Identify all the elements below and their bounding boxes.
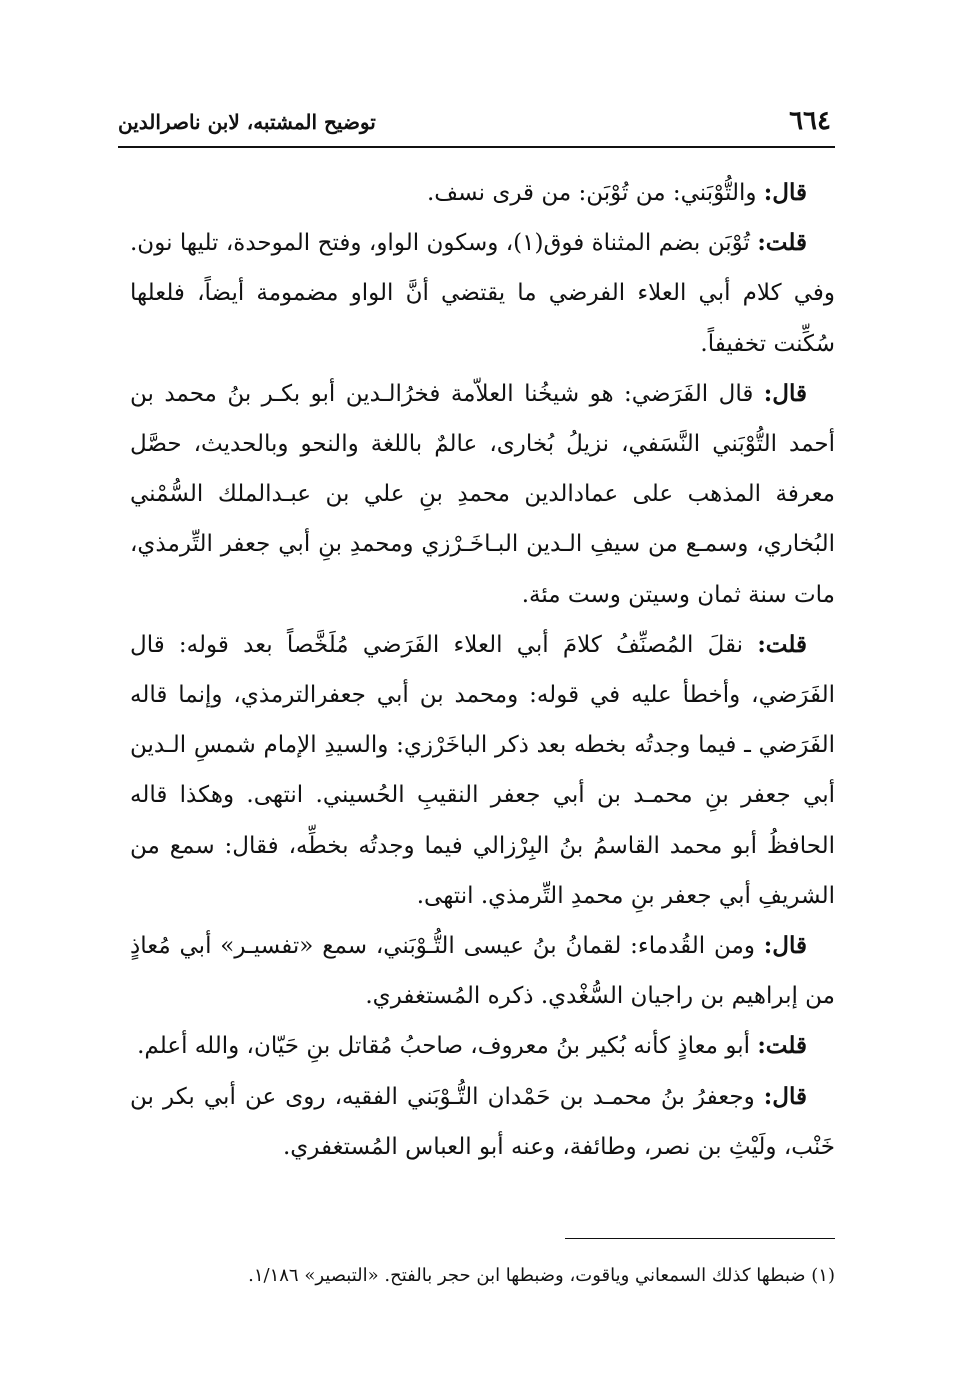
paragraph-text: والتُّوْبَني: من تُوْبَن: من قرى نسف. — [427, 180, 764, 206]
paragraph-lead: قال: — [763, 1082, 807, 1110]
paragraph-lead: قال: — [763, 932, 807, 960]
paragraph-text: تُوْبَن بضم المثناة فوق(١)، وسكون الواو، وفتح الموحدة، تليها نون. وفي كلام أبي العلاء الفرضي ما يقتضي أنَّ الواو مضمومة أيضاً، فلعلها سُكِّنت تخفيفاً. — [130, 230, 835, 357]
footnote: (١) ضبطها كذلك السمعاني وياقوت، وضبطها ابن حجر بالفتح. «التبصير» ١/١٨٦. — [248, 1265, 835, 1286]
paragraph — [130, 168, 835, 218]
running-title: توضيح المشتبه، لابن ناصرالدين — [118, 110, 376, 134]
paragraph — [130, 620, 835, 921]
header-rule — [118, 146, 835, 148]
paragraph-lead: قلت: — [757, 630, 807, 658]
paragraph-lead: قلت: — [757, 1032, 807, 1060]
page-number: ٦٦٤ — [789, 106, 831, 136]
paragraph-text: ومن القُدماء: لقمانُ بنُ عيسى التُّـوْبَني، سمع «تفسيـر» أبي مُعاذٍ من إبراهيم بن راجيان السُّغْدي. ذكره المُستغفري. — [130, 933, 835, 1010]
page-header — [118, 100, 835, 140]
paragraph-text: وجعفرُ بنُ محمـد بن حَمْدان التُّـوْبَني الفقيه، روى عن أبي بكر بن خَنْب، ولَيْثِ بن نصر، وطائفة، وعنه أبو العباس المُستغفري. — [130, 1083, 835, 1160]
paragraph — [130, 1021, 835, 1071]
paragraph-text: قال الفَرَضي: هو شيخُنا العلاّمة فخرُالـدين أبو بكـر بنُ محمد بن أحمد التُّوْبَني النَّسَفي، نزيلُ بُخارى، عالمٌ باللغة والنحو وبالحديث، حصَّل معرفة المذهب على عمادالدين محمدِ بنِ علي بن عبـدالملك السُّمْني البُخاري، وسمـع من سيفِ الـدين البـاخَـرْزي ومحمدِ بنِ أبي جعفر التِّرمذي، مات سنة ثمان وسيتن وست مئة. — [130, 380, 835, 608]
paragraph-lead: قال: — [763, 179, 807, 206]
footnote-rule — [565, 1238, 835, 1239]
paragraph-text: نقلَ المُصنِّفُ كلامَ أبي العلاء الفَرَضي مُلَخَّصاً بعد قوله: قال الفَرَضي، وأخطأ عليه في قوله: ومحمد بن أبي جعفرالترمذي، وإنما قاله الفَرَضي ـ فيما وجدتُه بخطه بعد ذكر الباخَرْزي: والسيدِ الإمام شمسِ الـدين أبي جعفر بنِ محمـد بن أبي جعفر النقيبِ الحُسيني. انتهى. وهكذا قاله الحافظُ أبو محمد القاسمُ بنُ البِرْزالي فيما وجدتُه بخطِّه، فقال: سمع من الشريفِ أبي جعفر بنِ محمدِ التِّرمذي. انتهى. — [130, 631, 835, 909]
paragraph — [130, 218, 835, 369]
paragraph — [130, 921, 835, 1021]
paragraph — [130, 369, 835, 620]
paragraph-lead: قلت: — [757, 229, 807, 257]
body-text — [130, 168, 835, 1172]
paragraph-text: أبو معاذٍ كأنه بُكير بنُ معروف، صاحبُ مُقاتل بنِ حَيّان، والله أعلم. — [137, 1033, 758, 1060]
paragraph — [130, 1072, 835, 1172]
paragraph-lead: قال: — [763, 379, 807, 407]
